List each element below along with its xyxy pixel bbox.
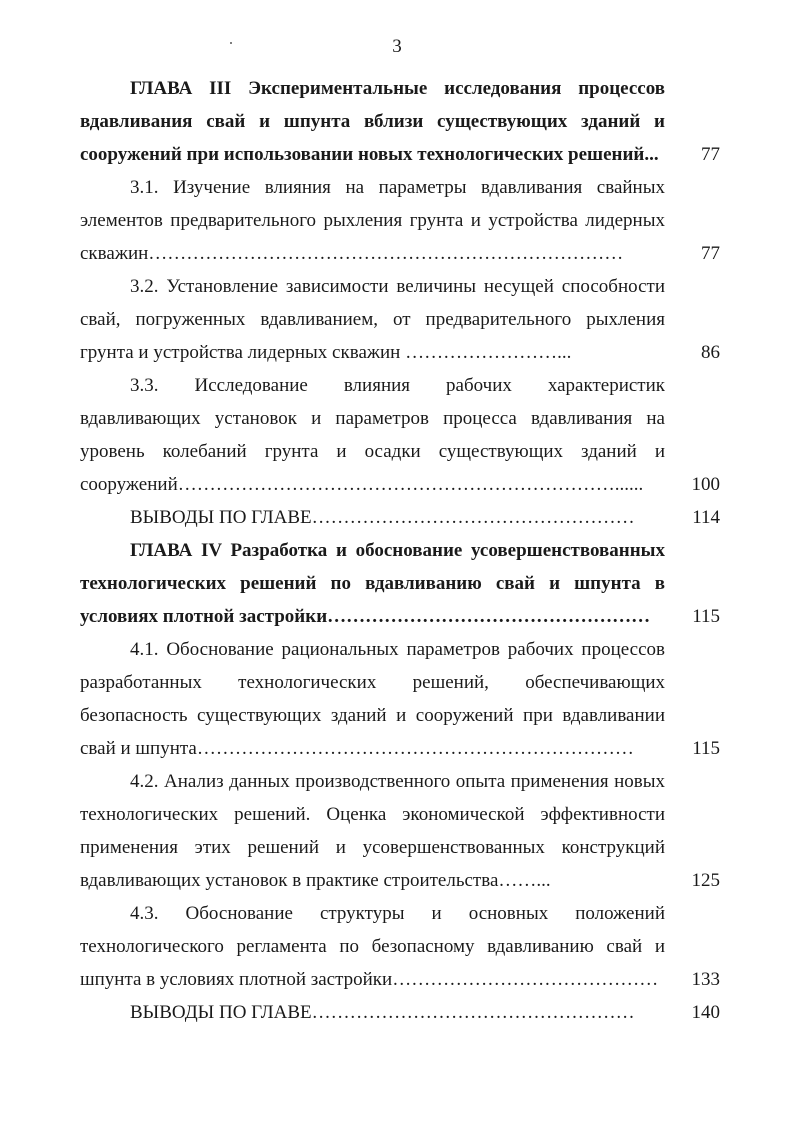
toc-entry-title: 4.2. Анализ данных производственного опыта применения новых технологических решений. Оценка экономической эффективности применения этих решений и усовершенствованных конструкций вдавливающих установок в практике строительства……... (80, 771, 665, 891)
toc-entry-section-3-3[interactable] (80, 369, 720, 501)
toc-entry-title: 4.3. Обоснование структуры и основных положений технологического регламента по безопасному вдавливанию свай и шпунта в условиях плотной застройки…………………………………… (80, 903, 665, 990)
toc-entry-title: ГЛАВА III Экспериментальные исследования процессов вдавливания свай и шпунта вблизи существующих зданий и сооружений при использовании новых технологических решений... (80, 78, 665, 165)
toc-entry-section-3-2[interactable] (80, 270, 720, 369)
toc-entry-title: ГЛАВА IV Разработка и обоснование усовершенствованных технологических решений по вдавливанию свай и шпунта в условиях плотной застройки…………………………………………… (80, 540, 665, 627)
toc-entry-page: 140 (691, 1002, 720, 1023)
toc-entry-section-4-3[interactable] (80, 897, 720, 996)
toc-entry-section-3-1[interactable] (80, 171, 720, 270)
toc-entry-title: ВЫВОДЫ ПО ГЛАВЕ…………………………………………… (130, 1002, 635, 1023)
toc-entry-section-4-1[interactable] (80, 633, 720, 765)
toc-entry-title: 4.1. Обоснование рациональных параметров рабочих процессов разработанных технологических решений, обеспечивающих безопасность существующих зданий и сооружений при вдавливании свай и шпунта…………………………………………………………… (80, 639, 665, 759)
page-number: 3 (392, 36, 402, 57)
toc-entry-page: 125 (691, 870, 720, 891)
toc-entry-page: 77 (701, 243, 720, 264)
table-of-contents (80, 72, 720, 1029)
toc-entry-title: 3.2. Установление зависимости величины несущей способности свай, погруженных вдавливанием, от предварительного рыхления грунта и устройства лидерных скважин ……………………... (80, 276, 665, 363)
toc-entry-page: 77 (701, 144, 720, 165)
toc-entry-section-4-2[interactable] (80, 765, 720, 897)
toc-entry-page: 115 (692, 738, 720, 759)
toc-entry-page: 133 (691, 969, 720, 990)
toc-entry-chapter-4[interactable] (80, 534, 720, 633)
toc-entry-conclusions-4[interactable] (80, 996, 720, 1029)
toc-entry-chapter-3[interactable] (80, 72, 720, 171)
toc-entry-page: 86 (701, 342, 720, 363)
toc-entry-page: 100 (691, 474, 720, 495)
toc-entry-title: ВЫВОДЫ ПО ГЛАВЕ…………………………………………… (130, 507, 635, 528)
toc-entry-title: 3.1. Изучение влияния на параметры вдавливания свайных элементов предварительного рыхления грунта и устройства лидерных скважин………………………………………………………………… (80, 177, 665, 264)
toc-entry-page: 114 (692, 507, 720, 528)
toc-entry-title: 3.3. Исследование влияния рабочих характеристик вдавливающих установок и параметров процесса вдавливания на уровень колебаний грунта и осадки существующих зданий и сооружений……………………………………………………………...... (80, 375, 665, 495)
toc-entry-page: 115 (692, 606, 720, 627)
toc-entry-conclusions-3[interactable] (80, 501, 720, 534)
